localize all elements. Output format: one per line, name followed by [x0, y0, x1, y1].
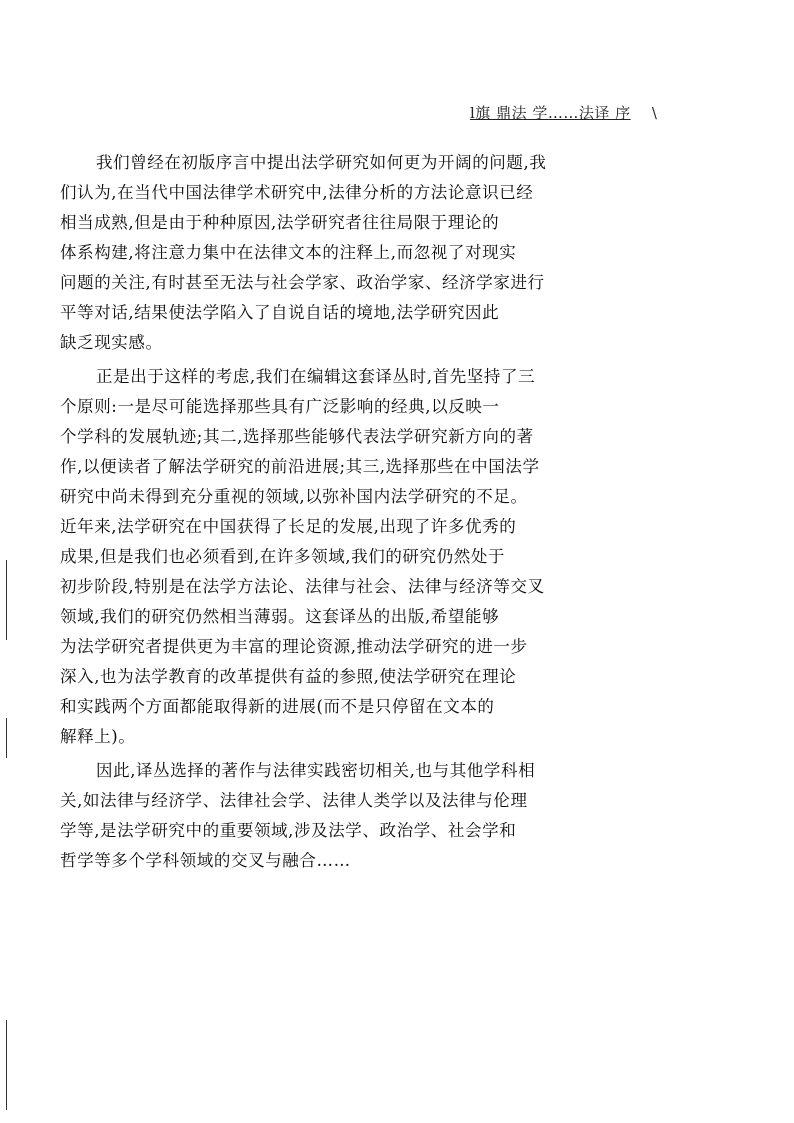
text-line: 相当成熟,但是由于种种原因,法学研究者往往局限于理论的	[60, 213, 500, 232]
text-line: 学等,是法学研究中的重要领域,涉及法学、政治学、社会学和	[60, 821, 517, 840]
text-line: 深入,也为法学教育的改革提供有益的参照,使法学研究在理论	[60, 667, 517, 686]
text-line: 个原则:一是尽可能选择那些具有广泛影响的经典,以反映一	[60, 397, 500, 416]
text-line: 为法学研究者提供更为丰富的理论资源,推动法学研究的进一步	[60, 637, 528, 656]
text-line: 因此,译丛选择的著作与法律实践密切相关,也与其他学科相	[96, 761, 536, 780]
paragraph	[60, 362, 736, 752]
header-mark: \	[651, 104, 658, 122]
text-line: 哲学等多个学科领域的交叉与融合……	[60, 851, 351, 870]
text-line: 研究中尚未得到充分重视的领域,以弥补国内法学研究的不足。	[60, 487, 528, 506]
text-line: 成果,但是我们也必须看到,在许多领域,我们的研究仍然处于	[60, 547, 506, 566]
margin-line	[6, 560, 7, 640]
text-line: 领域,我们的研究仍然相当薄弱。这套译丛的出版,希望能够	[60, 607, 500, 626]
text-line: 缺乏现实感。	[60, 333, 163, 352]
text-line: 平等对话,结果使法学陷入了自说自话的境地,法学研究因此	[60, 303, 500, 322]
text-line: 作,以便读者了解法学研究的前沿进展;其三,选择那些在中国法学	[60, 457, 540, 476]
text-line: 和实践两个方面都能取得新的进展(而不是只停留在文本的	[60, 697, 495, 716]
margin-line	[6, 1020, 7, 1110]
text-line: 正是出于这样的考虑,我们在编辑这套译丛时,首先坚持了三	[96, 367, 536, 386]
paragraph	[60, 756, 736, 876]
text-line: 个学科的发展轨迹;其二,选择那些能够代表法学研究新方向的著	[60, 427, 534, 446]
header-title: l旗 鼎法 学……法译 序	[470, 104, 631, 122]
text-line: 我们曾经在初版序言中提出法学研究如何更为开阔的问题,我	[96, 153, 547, 172]
text-line: 关,如法律与经济学、法律社会学、法律人类学以及法律与伦理	[60, 791, 528, 810]
text-line: 近年来,法学研究在中国获得了长足的发展,出现了许多优秀的	[60, 517, 517, 536]
margin-line	[6, 718, 7, 758]
text-line: 们认为,在当代中国法律学术研究中,法律分析的方法论意识已经	[60, 183, 534, 202]
text-line: 解释上)。	[60, 727, 136, 746]
running-header	[470, 102, 760, 123]
text-line: 问题的关注,有时甚至无法与社会学家、政治学家、经济学家进行	[60, 273, 545, 292]
text-line: 初步阶段,特别是在法学方法论、法律与社会、法律与经济等交叉	[60, 577, 545, 596]
body-text	[60, 148, 736, 880]
text-line: 体系构建,将注意力集中在法律文本的注释上,而忽视了对现实	[60, 243, 517, 262]
paragraph	[60, 148, 736, 358]
